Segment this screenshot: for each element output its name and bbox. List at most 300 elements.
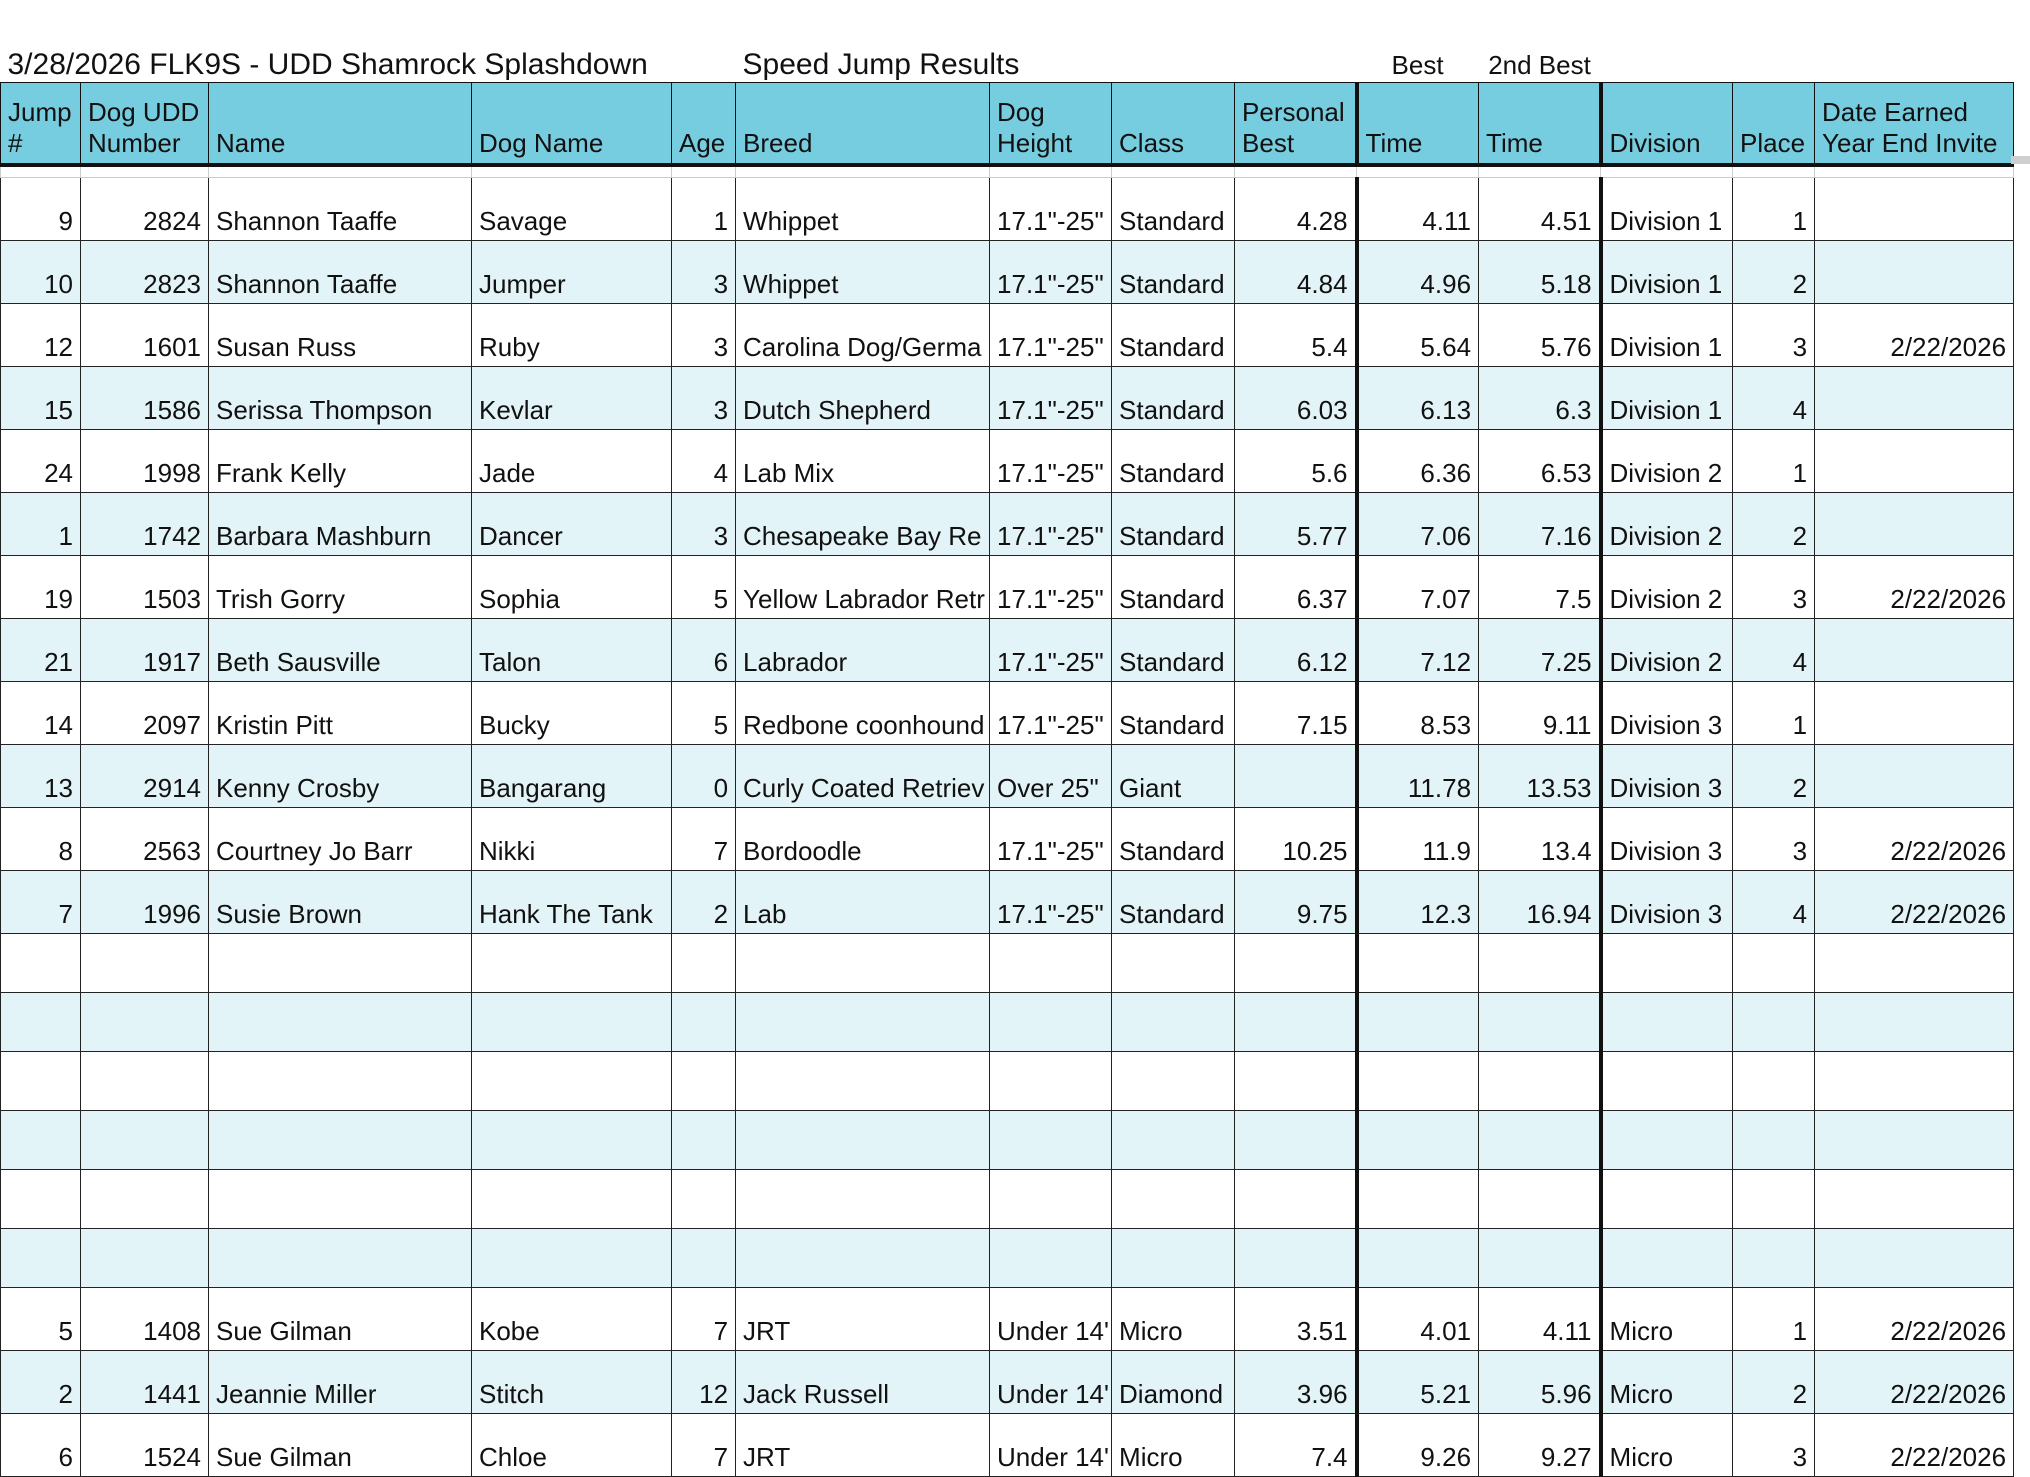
empty-cell[interactable]	[1601, 0, 1733, 83]
breed-cell[interactable]: Chesapeake Bay Re	[736, 493, 990, 556]
personal-best-cell[interactable]	[1235, 745, 1357, 808]
date-earned-cell[interactable]	[1815, 430, 2014, 493]
breed-cell[interactable]: JRT	[736, 1414, 990, 1477]
class-cell[interactable]: Micro	[1112, 1414, 1235, 1477]
height-cell[interactable]: 17.1"-25"	[990, 304, 1112, 367]
best-time-cell[interactable]: 4.11	[1357, 178, 1479, 241]
empty-cell[interactable]	[1479, 934, 1601, 993]
height-cell[interactable]: 17.1"-25"	[990, 367, 1112, 430]
division-cell[interactable]: Division 2	[1601, 619, 1733, 682]
empty-cell[interactable]	[672, 934, 736, 993]
empty-cell[interactable]	[81, 1111, 209, 1170]
empty-cell[interactable]	[472, 993, 672, 1052]
owner-name-cell[interactable]: Susie Brown	[209, 871, 472, 934]
height-cell[interactable]: Over 25"	[990, 745, 1112, 808]
empty-cell[interactable]	[736, 993, 990, 1052]
sheet-subtitle[interactable]: Speed Jump Results	[742, 48, 1020, 81]
division-cell[interactable]: Micro	[1601, 1288, 1733, 1351]
height-cell[interactable]: Under 14'	[990, 1351, 1112, 1414]
breed-cell[interactable]: Carolina Dog/Germa	[736, 304, 990, 367]
empty-cell[interactable]	[1733, 993, 1815, 1052]
class-cell[interactable]: Standard	[1112, 178, 1235, 241]
place-cell[interactable]: 2	[1733, 1351, 1815, 1414]
empty-cell[interactable]	[990, 1052, 1112, 1111]
breed-cell[interactable]: Curly Coated Retriev	[736, 745, 990, 808]
age-cell[interactable]: 3	[672, 493, 736, 556]
empty-cell[interactable]	[990, 934, 1112, 993]
owner-name-cell[interactable]: Courtney Jo Barr	[209, 808, 472, 871]
jump-cell[interactable]: 5	[1, 1288, 81, 1351]
personal-best-cell[interactable]: 9.75	[1235, 871, 1357, 934]
empty-cell[interactable]	[1, 1170, 81, 1229]
class-cell[interactable]: Standard	[1112, 304, 1235, 367]
date-earned-cell[interactable]: 2/22/2026	[1815, 1351, 2014, 1414]
dog-name-cell[interactable]: Talon	[472, 619, 672, 682]
height-cell[interactable]: Under 14'	[990, 1414, 1112, 1477]
place-cell[interactable]: 1	[1733, 430, 1815, 493]
class-cell[interactable]: Standard	[1112, 367, 1235, 430]
udd-cell[interactable]: 1917	[81, 619, 209, 682]
breed-cell[interactable]: Jack Russell	[736, 1351, 990, 1414]
empty-cell[interactable]	[736, 1170, 990, 1229]
sheet-title[interactable]: 3/28/2026 FLK9S - UDD Shamrock Splashdown	[7, 48, 648, 81]
personal-best-cell[interactable]: 6.37	[1235, 556, 1357, 619]
second-time-cell[interactable]: 13.53	[1479, 745, 1601, 808]
empty-cell[interactable]	[1, 1229, 81, 1288]
empty-cell[interactable]	[1, 1111, 81, 1170]
best-time-cell[interactable]: 8.53	[1357, 682, 1479, 745]
empty-cell[interactable]	[472, 1229, 672, 1288]
second-time-cell[interactable]: 9.27	[1479, 1414, 1601, 1477]
personal-best-cell[interactable]: 6.12	[1235, 619, 1357, 682]
empty-cell[interactable]	[1815, 993, 2014, 1052]
division-cell[interactable]: Division 1	[1601, 241, 1733, 304]
empty-cell[interactable]	[1601, 934, 1733, 993]
empty-cell[interactable]	[209, 934, 472, 993]
empty-cell[interactable]	[209, 993, 472, 1052]
jump-cell[interactable]: 9	[1, 178, 81, 241]
empty-cell[interactable]	[472, 1111, 672, 1170]
jump-cell[interactable]: 21	[1, 619, 81, 682]
empty-cell[interactable]	[1733, 1229, 1815, 1288]
class-cell[interactable]: Standard	[1112, 493, 1235, 556]
owner-name-cell[interactable]: Kristin Pitt	[209, 682, 472, 745]
empty-cell[interactable]	[990, 993, 1112, 1052]
owner-name-cell[interactable]: Kenny Crosby	[209, 745, 472, 808]
empty-cell[interactable]	[81, 993, 209, 1052]
empty-cell[interactable]	[1357, 1052, 1479, 1111]
empty-cell[interactable]	[1601, 1229, 1733, 1288]
date-earned-cell[interactable]: 2/22/2026	[1815, 556, 2014, 619]
division-cell[interactable]: Division 3	[1601, 871, 1733, 934]
dog-name-cell[interactable]: Savage	[472, 178, 672, 241]
empty-cell[interactable]	[81, 934, 209, 993]
owner-name-cell[interactable]: Sue Gilman	[209, 1288, 472, 1351]
udd-cell[interactable]: 2563	[81, 808, 209, 871]
empty-cell[interactable]	[1357, 993, 1479, 1052]
empty-cell[interactable]	[672, 993, 736, 1052]
date-earned-cell[interactable]: 2/22/2026	[1815, 871, 2014, 934]
header-personal-best[interactable]: Personal Best	[1235, 83, 1357, 166]
empty-cell[interactable]	[1112, 934, 1235, 993]
best-time-cell[interactable]: 11.78	[1357, 745, 1479, 808]
class-cell[interactable]: Diamond	[1112, 1351, 1235, 1414]
owner-name-cell[interactable]: Barbara Mashburn	[209, 493, 472, 556]
header-breed[interactable]: Breed	[736, 83, 990, 166]
empty-cell[interactable]	[1, 1052, 81, 1111]
best-time-cell[interactable]: 11.9	[1357, 808, 1479, 871]
empty-cell[interactable]	[672, 1229, 736, 1288]
empty-cell[interactable]	[1601, 1170, 1733, 1229]
jump-cell[interactable]: 10	[1, 241, 81, 304]
age-cell[interactable]: 12	[672, 1351, 736, 1414]
empty-cell[interactable]	[736, 1052, 990, 1111]
udd-cell[interactable]: 1503	[81, 556, 209, 619]
age-cell[interactable]: 5	[672, 682, 736, 745]
division-cell[interactable]: Division 1	[1601, 367, 1733, 430]
best-time-cell[interactable]: 12.3	[1357, 871, 1479, 934]
empty-cell[interactable]	[1357, 934, 1479, 993]
empty-cell[interactable]	[1601, 1052, 1733, 1111]
division-cell[interactable]: Division 1	[1601, 178, 1733, 241]
udd-cell[interactable]: 2824	[81, 178, 209, 241]
empty-cell[interactable]	[1601, 993, 1733, 1052]
personal-best-cell[interactable]: 10.25	[1235, 808, 1357, 871]
dog-name-cell[interactable]: Kobe	[472, 1288, 672, 1351]
breed-cell[interactable]: Labrador	[736, 619, 990, 682]
division-cell[interactable]: Micro	[1601, 1414, 1733, 1477]
empty-cell[interactable]	[1479, 1111, 1601, 1170]
breed-cell[interactable]: JRT	[736, 1288, 990, 1351]
empty-cell[interactable]	[1, 993, 81, 1052]
empty-cell[interactable]	[1112, 1111, 1235, 1170]
height-cell[interactable]: 17.1"-25"	[990, 556, 1112, 619]
place-cell[interactable]: 4	[1733, 367, 1815, 430]
breed-cell[interactable]: Yellow Labrador Retr	[736, 556, 990, 619]
personal-best-cell[interactable]: 4.28	[1235, 178, 1357, 241]
age-cell[interactable]: 1	[672, 178, 736, 241]
empty-cell[interactable]	[1235, 1229, 1357, 1288]
height-cell[interactable]: 17.1"-25"	[990, 493, 1112, 556]
place-cell[interactable]: 3	[1733, 808, 1815, 871]
jump-cell[interactable]: 19	[1, 556, 81, 619]
age-cell[interactable]: 7	[672, 1288, 736, 1351]
age-cell[interactable]: 3	[672, 304, 736, 367]
dog-name-cell[interactable]: Jumper	[472, 241, 672, 304]
class-cell[interactable]: Giant	[1112, 745, 1235, 808]
best-time-cell[interactable]: 4.01	[1357, 1288, 1479, 1351]
empty-cell[interactable]	[1733, 1052, 1815, 1111]
empty-cell[interactable]	[209, 1052, 472, 1111]
jump-cell[interactable]: 6	[1, 1414, 81, 1477]
date-earned-cell[interactable]: 2/22/2026	[1815, 1288, 2014, 1351]
jump-cell[interactable]: 2	[1, 1351, 81, 1414]
division-cell[interactable]: Micro	[1601, 1351, 1733, 1414]
breed-cell[interactable]: Lab	[736, 871, 990, 934]
height-cell[interactable]: 17.1"-25"	[990, 619, 1112, 682]
height-cell[interactable]: 17.1"-25"	[990, 430, 1112, 493]
personal-best-cell[interactable]: 5.6	[1235, 430, 1357, 493]
empty-cell[interactable]	[1815, 934, 2014, 993]
dog-name-cell[interactable]: Bucky	[472, 682, 672, 745]
dog-name-cell[interactable]: Nikki	[472, 808, 672, 871]
best-time-cell[interactable]: 7.12	[1357, 619, 1479, 682]
height-cell[interactable]: 17.1"-25"	[990, 682, 1112, 745]
personal-best-cell[interactable]: 5.4	[1235, 304, 1357, 367]
second-time-cell[interactable]: 7.25	[1479, 619, 1601, 682]
second-time-cell[interactable]: 4.11	[1479, 1288, 1601, 1351]
empty-cell[interactable]	[990, 1229, 1112, 1288]
empty-cell[interactable]	[1479, 1052, 1601, 1111]
empty-cell[interactable]	[81, 1052, 209, 1111]
personal-best-cell[interactable]: 7.15	[1235, 682, 1357, 745]
jump-cell[interactable]: 14	[1, 682, 81, 745]
empty-cell[interactable]	[1235, 934, 1357, 993]
udd-cell[interactable]: 1998	[81, 430, 209, 493]
place-cell[interactable]: 1	[1733, 178, 1815, 241]
empty-cell[interactable]	[1479, 1170, 1601, 1229]
jump-cell[interactable]: 7	[1, 871, 81, 934]
owner-name-cell[interactable]: Sue Gilman	[209, 1414, 472, 1477]
second-time-cell[interactable]: 5.96	[1479, 1351, 1601, 1414]
header-date-earned[interactable]: Date Earned Year End Invite	[1815, 83, 2014, 166]
date-earned-cell[interactable]: 2/22/2026	[1815, 1414, 2014, 1477]
header-place[interactable]: Place	[1733, 83, 1815, 166]
division-cell[interactable]: Division 2	[1601, 430, 1733, 493]
header-class[interactable]: Class	[1112, 83, 1235, 166]
place-cell[interactable]: 4	[1733, 871, 1815, 934]
place-cell[interactable]: 2	[1733, 493, 1815, 556]
empty-cell[interactable]	[736, 1229, 990, 1288]
second-time-cell[interactable]: 9.11	[1479, 682, 1601, 745]
place-cell[interactable]: 1	[1733, 682, 1815, 745]
dog-name-cell[interactable]: Kevlar	[472, 367, 672, 430]
age-cell[interactable]: 5	[672, 556, 736, 619]
empty-cell[interactable]	[1235, 993, 1357, 1052]
empty-cell[interactable]	[1112, 1170, 1235, 1229]
udd-cell[interactable]: 2914	[81, 745, 209, 808]
empty-cell[interactable]	[209, 1229, 472, 1288]
class-cell[interactable]: Micro	[1112, 1288, 1235, 1351]
empty-cell[interactable]	[990, 1111, 1112, 1170]
header-jump[interactable]: Jump #	[1, 83, 81, 166]
personal-best-cell[interactable]: 3.96	[1235, 1351, 1357, 1414]
empty-cell[interactable]	[209, 1170, 472, 1229]
class-cell[interactable]: Standard	[1112, 241, 1235, 304]
breed-cell[interactable]: Redbone coonhound	[736, 682, 990, 745]
personal-best-cell[interactable]: 7.4	[1235, 1414, 1357, 1477]
header-age[interactable]: Age	[672, 83, 736, 166]
udd-cell[interactable]: 1601	[81, 304, 209, 367]
second-time-cell[interactable]: 16.94	[1479, 871, 1601, 934]
division-cell[interactable]: Division 1	[1601, 304, 1733, 367]
best-time-cell[interactable]: 6.36	[1357, 430, 1479, 493]
date-earned-cell[interactable]	[1815, 241, 2014, 304]
breed-cell[interactable]: Dutch Shepherd	[736, 367, 990, 430]
empty-cell[interactable]	[1235, 1052, 1357, 1111]
empty-cell[interactable]	[209, 1111, 472, 1170]
empty-cell[interactable]	[1112, 1229, 1235, 1288]
personal-best-cell[interactable]: 5.77	[1235, 493, 1357, 556]
second-time-cell[interactable]: 13.4	[1479, 808, 1601, 871]
udd-cell[interactable]: 1524	[81, 1414, 209, 1477]
empty-cell[interactable]	[1357, 1170, 1479, 1229]
empty-cell[interactable]	[672, 1170, 736, 1229]
best-time-cell[interactable]: 5.64	[1357, 304, 1479, 367]
dog-name-cell[interactable]: Ruby	[472, 304, 672, 367]
place-cell[interactable]: 3	[1733, 304, 1815, 367]
empty-cell[interactable]	[1815, 1229, 2014, 1288]
second-time-cell[interactable]: 6.53	[1479, 430, 1601, 493]
udd-cell[interactable]: 1408	[81, 1288, 209, 1351]
best-time-cell[interactable]: 4.96	[1357, 241, 1479, 304]
class-cell[interactable]: Standard	[1112, 871, 1235, 934]
dog-name-cell[interactable]: Stitch	[472, 1351, 672, 1414]
age-cell[interactable]: 0	[672, 745, 736, 808]
owner-name-cell[interactable]: Jeannie Miller	[209, 1351, 472, 1414]
udd-cell[interactable]: 1996	[81, 871, 209, 934]
place-cell[interactable]: 3	[1733, 556, 1815, 619]
jump-cell[interactable]: 15	[1, 367, 81, 430]
height-cell[interactable]: 17.1"-25"	[990, 808, 1112, 871]
date-earned-cell[interactable]	[1815, 493, 2014, 556]
udd-cell[interactable]: 1441	[81, 1351, 209, 1414]
age-cell[interactable]: 3	[672, 367, 736, 430]
age-cell[interactable]: 4	[672, 430, 736, 493]
date-earned-cell[interactable]: 2/22/2026	[1815, 304, 2014, 367]
second-best-label[interactable]: 2nd Best	[1488, 50, 1591, 80]
best-time-cell[interactable]: 7.07	[1357, 556, 1479, 619]
empty-cell[interactable]	[81, 1229, 209, 1288]
empty-cell[interactable]	[1357, 1229, 1479, 1288]
empty-cell[interactable]	[1815, 1052, 2014, 1111]
empty-cell[interactable]	[672, 1052, 736, 1111]
second-time-cell[interactable]: 5.18	[1479, 241, 1601, 304]
header-division[interactable]: Division	[1601, 83, 1733, 166]
division-cell[interactable]: Division 3	[1601, 808, 1733, 871]
height-cell[interactable]: Under 14'	[990, 1288, 1112, 1351]
best-time-cell[interactable]: 9.26	[1357, 1414, 1479, 1477]
jump-cell[interactable]: 8	[1, 808, 81, 871]
empty-cell[interactable]	[672, 1111, 736, 1170]
height-cell[interactable]: 17.1"-25"	[990, 871, 1112, 934]
empty-cell[interactable]	[472, 1170, 672, 1229]
personal-best-cell[interactable]: 4.84	[1235, 241, 1357, 304]
empty-cell[interactable]	[1733, 1111, 1815, 1170]
header-dog-udd[interactable]: Dog UDD Number	[81, 83, 209, 166]
header-dog-name[interactable]: Dog Name	[472, 83, 672, 166]
place-cell[interactable]: 1	[1733, 1288, 1815, 1351]
personal-best-cell[interactable]: 6.03	[1235, 367, 1357, 430]
place-cell[interactable]: 3	[1733, 1414, 1815, 1477]
place-cell[interactable]: 4	[1733, 619, 1815, 682]
owner-name-cell[interactable]: Serissa Thompson	[209, 367, 472, 430]
empty-cell[interactable]	[1, 934, 81, 993]
empty-cell[interactable]	[1733, 0, 1815, 83]
age-cell[interactable]: 7	[672, 1414, 736, 1477]
date-earned-cell[interactable]	[1815, 682, 2014, 745]
udd-cell[interactable]: 1742	[81, 493, 209, 556]
second-time-cell[interactable]: 6.3	[1479, 367, 1601, 430]
class-cell[interactable]: Standard	[1112, 808, 1235, 871]
dog-name-cell[interactable]: Sophia	[472, 556, 672, 619]
class-cell[interactable]: Standard	[1112, 682, 1235, 745]
date-earned-cell[interactable]	[1815, 367, 2014, 430]
breed-cell[interactable]: Whippet	[736, 178, 990, 241]
best-label[interactable]: Best	[1391, 50, 1444, 80]
division-cell[interactable]: Division 2	[1601, 493, 1733, 556]
header-best-time[interactable]: Time	[1357, 83, 1479, 166]
owner-name-cell[interactable]: Susan Russ	[209, 304, 472, 367]
class-cell[interactable]: Standard	[1112, 430, 1235, 493]
division-cell[interactable]: Division 2	[1601, 556, 1733, 619]
empty-cell[interactable]	[1601, 1111, 1733, 1170]
jump-cell[interactable]: 24	[1, 430, 81, 493]
empty-cell[interactable]	[1235, 1111, 1357, 1170]
dog-name-cell[interactable]: Dancer	[472, 493, 672, 556]
second-time-cell[interactable]: 5.76	[1479, 304, 1601, 367]
best-time-cell[interactable]: 5.21	[1357, 1351, 1479, 1414]
owner-name-cell[interactable]: Shannon Taaffe	[209, 178, 472, 241]
age-cell[interactable]: 6	[672, 619, 736, 682]
height-cell[interactable]: 17.1"-25"	[990, 178, 1112, 241]
empty-cell[interactable]	[1815, 0, 2014, 83]
empty-cell[interactable]	[990, 1170, 1112, 1229]
empty-cell[interactable]	[736, 934, 990, 993]
division-cell[interactable]: Division 3	[1601, 682, 1733, 745]
header-dog-height[interactable]: Dog Height	[990, 83, 1112, 166]
breed-cell[interactable]: Bordoodle	[736, 808, 990, 871]
dog-name-cell[interactable]: Chloe	[472, 1414, 672, 1477]
header-second-time[interactable]: Time	[1479, 83, 1601, 166]
dog-name-cell[interactable]: Hank The Tank	[472, 871, 672, 934]
empty-cell[interactable]	[472, 1052, 672, 1111]
best-time-cell[interactable]: 6.13	[1357, 367, 1479, 430]
class-cell[interactable]: Standard	[1112, 619, 1235, 682]
empty-cell[interactable]	[1479, 993, 1601, 1052]
personal-best-cell[interactable]: 3.51	[1235, 1288, 1357, 1351]
header-name[interactable]: Name	[209, 83, 472, 166]
dog-name-cell[interactable]: Bangarang	[472, 745, 672, 808]
place-cell[interactable]: 2	[1733, 241, 1815, 304]
empty-cell[interactable]	[1235, 0, 1357, 83]
date-earned-cell[interactable]: 2/22/2026	[1815, 808, 2014, 871]
age-cell[interactable]: 3	[672, 241, 736, 304]
udd-cell[interactable]: 2823	[81, 241, 209, 304]
empty-cell[interactable]	[1112, 993, 1235, 1052]
date-earned-cell[interactable]	[1815, 619, 2014, 682]
owner-name-cell[interactable]: Beth Sausville	[209, 619, 472, 682]
date-earned-cell[interactable]	[1815, 745, 2014, 808]
empty-cell[interactable]	[1357, 1111, 1479, 1170]
empty-cell[interactable]	[1815, 1170, 2014, 1229]
empty-cell[interactable]	[1112, 1052, 1235, 1111]
owner-name-cell[interactable]: Trish Gorry	[209, 556, 472, 619]
empty-cell[interactable]	[736, 1111, 990, 1170]
empty-cell[interactable]	[1235, 1170, 1357, 1229]
second-time-cell[interactable]: 4.51	[1479, 178, 1601, 241]
empty-cell[interactable]	[1733, 934, 1815, 993]
empty-cell[interactable]	[81, 1170, 209, 1229]
second-time-cell[interactable]: 7.16	[1479, 493, 1601, 556]
height-cell[interactable]: 17.1"-25"	[990, 241, 1112, 304]
jump-cell[interactable]: 1	[1, 493, 81, 556]
empty-cell[interactable]	[472, 934, 672, 993]
class-cell[interactable]: Standard	[1112, 556, 1235, 619]
age-cell[interactable]: 2	[672, 871, 736, 934]
empty-cell[interactable]	[1733, 1170, 1815, 1229]
udd-cell[interactable]: 2097	[81, 682, 209, 745]
